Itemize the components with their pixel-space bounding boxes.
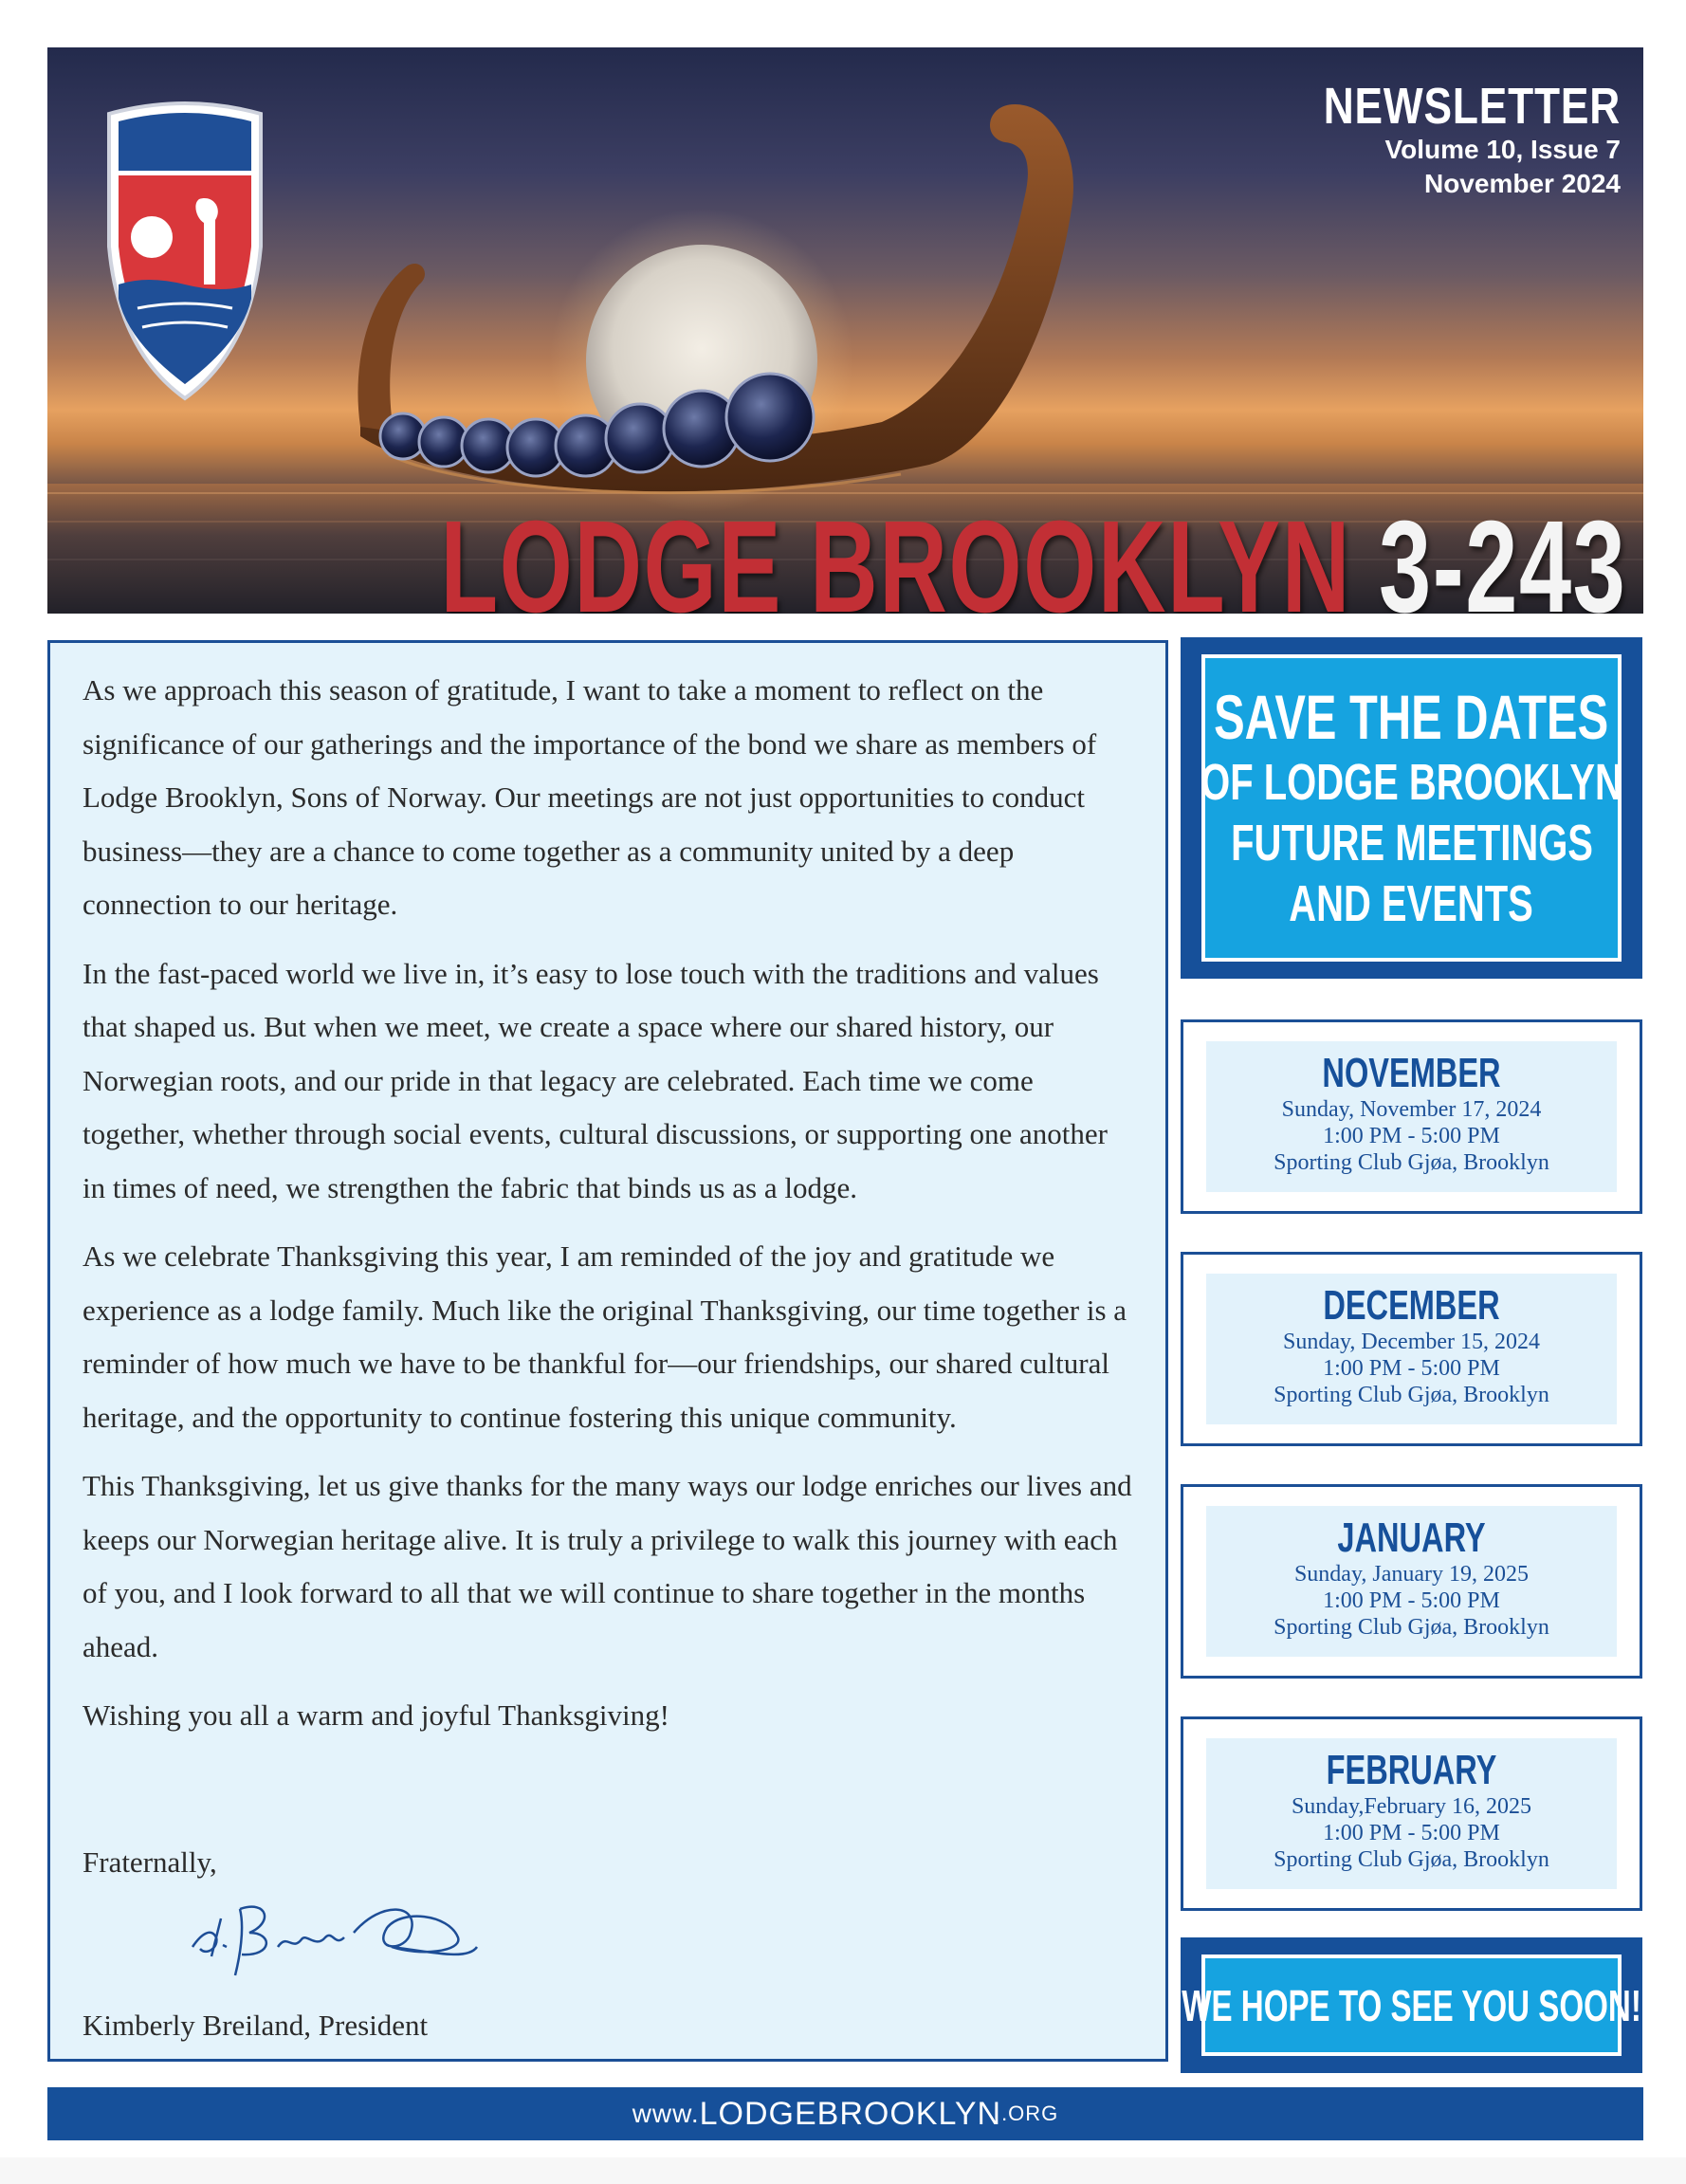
letter-paragraph: This Thanksgiving, let us give thanks for the many ways our lodge enriches our lives and keeps our Norwegian heritage alive. It is truly a privilege to walk this journey with each of you, and I look forward to all that we will continue to share together in the months ahead.: [82, 1469, 1132, 1663]
lodge-number: 3-243: [1378, 494, 1626, 614]
event-card-inner: [1206, 1506, 1617, 1657]
save-the-dates-box: [1181, 637, 1642, 979]
event-card-february: [1181, 1716, 1642, 1911]
letter-paragraph: As we approach this season of gratitude, I want to take a moment to reflect on the significance of our gatherings and the importance of the bond we share as members of Lodge Brooklyn, Sons of Norway. Our meetings are not just opportunities to conduct business—they are a chance to come together as a community united by a deep connection to our heritage.: [82, 673, 1097, 921]
letter-signer: Kimberly Breiland, President: [82, 2009, 429, 2042]
hope-to-see-you-text: WE HOPE TO SEE YOU SOON!: [1182, 1980, 1641, 2030]
event-card-inner: [1206, 1274, 1617, 1424]
event-card-january: [1181, 1484, 1642, 1679]
page-bottom-strip: [0, 2157, 1686, 2184]
letter-closing: Fraternally,: [82, 1845, 217, 1879]
event-month: NOVEMBER: [1322, 1050, 1501, 1096]
header-banner: [47, 47, 1643, 614]
lodge-name-text: LODGE BROOKLYN: [440, 494, 1351, 614]
hope-to-see-you-inner: [1182, 1955, 1641, 2056]
president-letter: [47, 640, 1168, 2062]
save-the-dates-inner: [1201, 654, 1622, 962]
footer-domain[interactable]: LODGEBROOKLYN: [699, 2095, 1002, 2132]
newsletter-heading: [1258, 80, 1621, 201]
footer-website-bar[interactable]: [47, 2087, 1643, 2140]
event-time: 1:00 PM - 5:00 PM: [1323, 1821, 1500, 1845]
lodge-title: [440, 494, 1626, 614]
hope-to-see-you-box: [1181, 1937, 1642, 2073]
letter-paragraph: Wishing you all a warm and joyful Thanksgiving!: [82, 1698, 669, 1732]
save-dates-line: OF LODGE BROOKLYN: [1200, 754, 1622, 811]
event-date: Sunday, January 19, 2025: [1293, 1562, 1530, 1587]
newsletter-label: NEWSLETTER: [1323, 78, 1621, 135]
letter-paragraph: In the fast-paced world we live in, it’s easy to lose touch with the traditions and values that shaped us. But when we meet, we create a space where our shared history, our Norwegian roots, and our pride in that legacy are celebrated. Each time we come together, whether through social events, cultural discussions, or supporting one another in times of need, we strengthen the fabric that binds us as a lodge.: [82, 956, 1108, 1204]
save-dates-line: AND EVENTS: [1289, 875, 1534, 932]
event-date: Sunday, November 17, 2024: [1281, 1097, 1542, 1122]
event-month: DECEMBER: [1323, 1282, 1500, 1329]
save-dates-line: FUTURE MEETINGS: [1230, 815, 1593, 872]
volume-issue: Volume 10, Issue 7: [1384, 135, 1621, 164]
event-card-inner: [1206, 1041, 1617, 1192]
event-card-november: [1181, 1019, 1642, 1214]
sons-of-norway-logo: [109, 103, 261, 398]
event-place: Sporting Club Gjøa, Brooklyn: [1274, 1383, 1549, 1407]
event-card-inner: [1206, 1738, 1617, 1889]
footer-tld[interactable]: .ORG: [1001, 2101, 1059, 2125]
event-time: 1:00 PM - 5:00 PM: [1323, 1588, 1500, 1613]
letter-paragraph: As we celebrate Thanksgiving this year, I am reminded of the joy and gratitude we experience as a lodge family. Much like the original Thanksgiving, our time together is a reminder of how much we have to be thankful for—our friendships, our shared cultural heritage, and the opportunity to continue fostering this unique community.: [82, 1239, 1127, 1434]
save-dates-line: SAVE THE DATES: [1214, 682, 1609, 752]
footer-www[interactable]: www.: [632, 2099, 700, 2128]
event-place: Sporting Club Gjøa, Brooklyn: [1274, 1150, 1549, 1175]
event-place: Sporting Club Gjøa, Brooklyn: [1274, 1847, 1549, 1872]
event-time: 1:00 PM - 5:00 PM: [1323, 1356, 1500, 1381]
event-month: FEBRUARY: [1326, 1747, 1497, 1793]
signature-image: [183, 1881, 486, 1985]
issue-date: November 2024: [1423, 169, 1621, 198]
event-card-december: [1181, 1252, 1642, 1446]
event-time: 1:00 PM - 5:00 PM: [1323, 1124, 1500, 1148]
event-month: JANUARY: [1337, 1514, 1486, 1561]
event-date: Sunday,February 16, 2025: [1291, 1794, 1532, 1819]
event-place: Sporting Club Gjøa, Brooklyn: [1274, 1615, 1549, 1640]
event-date: Sunday, December 15, 2024: [1282, 1330, 1541, 1354]
